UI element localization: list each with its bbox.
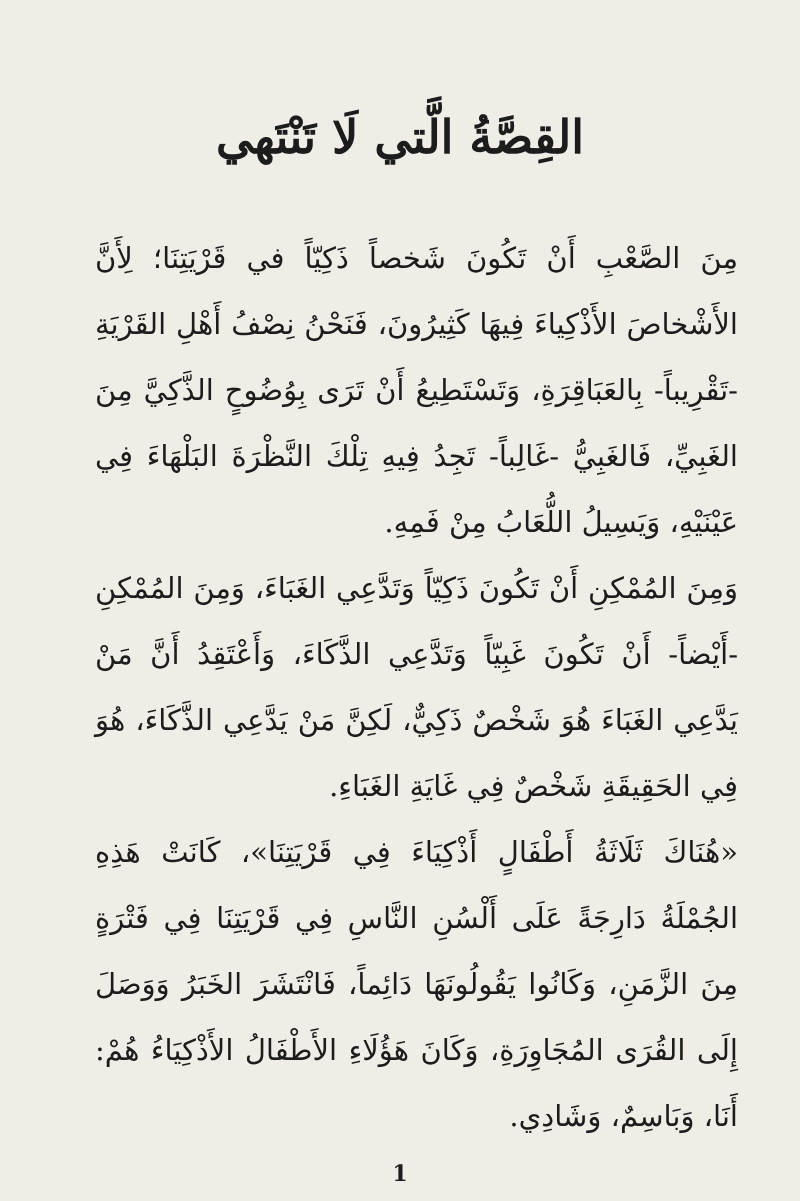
chapter-title: القِصَّةُ الَّتي لَا تَنْتَهي [215, 110, 585, 164]
page-number: 1 [392, 1161, 408, 1187]
paragraph-3: «هُنَاكَ ثَلَاثَةُ أَطْفَالٍ أَذْكِيَاءَ فِي قَرْيَتِنَا»، كَانَتْ هَذِهِ الجُمْلَةُ دَارِجَةً عَلَى أَلْسُنِ النَّاسِ فِي قَرْيَتِنَا فِي فَتْرَةٍ مِنَ الزَّمَنِ، وَكَانُوا يَقُولُونَهَا دَائِماً، فَانْتَشَرَ الخَبَرُ وَوَصَلَ إِلَى القُرَى المُجَاوِرَةِ، وَكَانَ هَؤُلَاءِ الأَطْفَالُ الأَذْكِيَاءُ هُمْ: أَنَا، وَبَاسِمٌ، وَشَادِي. [95, 835, 738, 1133]
paragraph-1: مِنَ الصَّعْبِ أَنْ تَكُونَ شَخصاً ذَكِيّاً في قَرْيَتِنَا؛ لِأَنَّ الأَشْخاصَ الأَذْكِياءَ فِيهَا كَثِيرُونَ، فَنَحْنُ نِصْفُ أَهْلِ القَرْيَةِ -تَقْرِيباً- بِالعَبَاقِرَةِ، وَتَسْتَطِيعُ أَنْ تَرَى بِوُضُوحٍ الذَّكِيَّ مِنَ الغَبِيِّ، فَالغَبِيُّ -غَالِباً- تَجِدُ فِيهِ تِلْكَ النَّظْرَةَ البَلْهَاءَ فِي عَيْنَيْهِ، وَيَسِيلُ اللُّعَابُ مِنْ فَمِهِ. [95, 241, 738, 539]
chapter-body [95, 225, 738, 1149]
paragraph-2: وَمِنَ المُمْكِنِ أَنْ تَكُونَ ذَكِيّاً وَتَدَّعِي الغَبَاءَ، وَمِنَ المُمْكِنِ -أَيْضاً- أَنْ تَكُونَ غَبِيّاً وَتَدَّعِي الذَّكَاءَ، وَأَعْتَقِدُ أَنَّ مَنْ يَدَّعِي الغَبَاءَ هُوَ شَخْصٌ ذَكِيٌّ، لَكِنَّ مَنْ يَدَّعِي الذَّكَاءَ، هُوَ فِي الحَقِيقَةِ شَخْصٌ فِي غَايَةِ الغَبَاءِ. [95, 571, 738, 803]
